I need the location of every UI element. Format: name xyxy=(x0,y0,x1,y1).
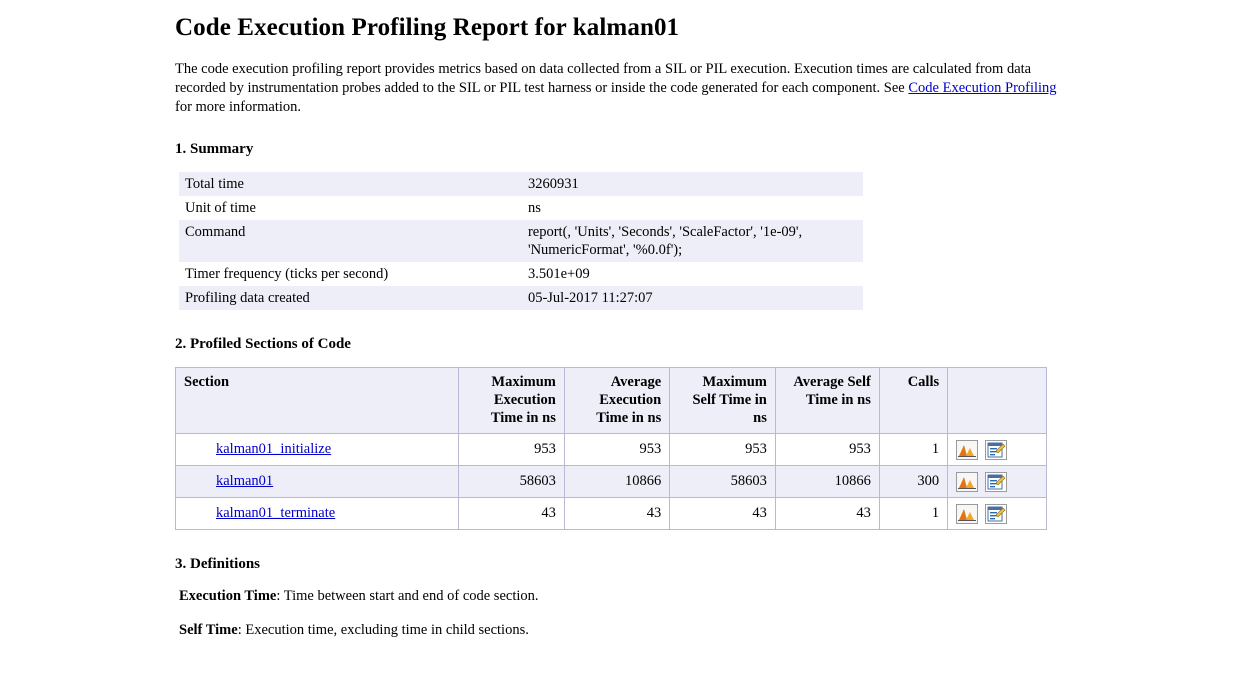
cell-calls: 1 xyxy=(879,434,947,466)
column-header-maximum-self-time: Maximum Self Time in ns xyxy=(670,368,776,434)
cell-average-execution-time: 10866 xyxy=(564,466,669,498)
cell-average-self-time: 43 xyxy=(775,498,879,530)
code-execution-profiling-link[interactable]: Code Execution Profiling xyxy=(908,80,1057,96)
summary-value: ns xyxy=(522,196,863,220)
definition-item xyxy=(179,587,1236,605)
column-header-average-execution-time: Average Execution Time in ns xyxy=(564,368,669,434)
cell-maximum-self-time: 953 xyxy=(670,434,776,466)
open-in-editor-icon[interactable] xyxy=(985,440,1007,460)
cell-calls: 300 xyxy=(879,466,947,498)
definitions-list xyxy=(175,587,1236,639)
cell-average-self-time: 10866 xyxy=(775,466,879,498)
summary-label: Unit of time xyxy=(179,196,522,220)
column-header-calls: Calls xyxy=(879,368,947,434)
summary-value: 05-Jul-2017 11:27:07 xyxy=(522,286,863,310)
profiled-sections-heading: 2. Profiled Sections of Code xyxy=(175,336,351,352)
summary-label: Profiling data created xyxy=(179,286,522,310)
column-header-max-execution-time: Maximum Execution Time in ns xyxy=(459,368,565,434)
cell-actions xyxy=(948,498,1047,530)
section-link-kalman01-terminate[interactable]: kalman01_terminate xyxy=(216,505,336,521)
cell-maximum-self-time: 58603 xyxy=(670,466,776,498)
table-row xyxy=(176,434,1047,466)
table-row xyxy=(179,286,863,310)
open-in-editor-icon[interactable] xyxy=(985,504,1007,524)
open-in-editor-icon[interactable] xyxy=(985,472,1007,492)
column-header-actions xyxy=(948,368,1047,434)
section-link-kalman01-initialize[interactable]: kalman01_initialize xyxy=(216,441,332,457)
section-name-cell xyxy=(176,466,459,498)
summary-label: Total time xyxy=(179,172,522,196)
intro-text-before: The code execution profiling report provides metrics based on data collected from a SIL or PIL execution. Execution times are calculated from data recorded by instrumentation probes added to the SIL or PIL test harness or inside the code generated for each component. See xyxy=(175,61,1032,96)
page-title: Code Execution Profiling Report for kalman01 xyxy=(175,14,680,41)
section-name-cell xyxy=(176,434,459,466)
plot-time-series-icon[interactable] xyxy=(956,440,978,460)
table-row xyxy=(176,498,1047,530)
plot-time-series-icon[interactable] xyxy=(956,472,978,492)
table-row xyxy=(179,172,863,196)
table-header-row xyxy=(176,368,1047,434)
cell-max-execution-time: 953 xyxy=(459,434,565,466)
table-row xyxy=(176,466,1047,498)
cell-max-execution-time: 43 xyxy=(459,498,565,530)
summary-table xyxy=(179,172,863,310)
cell-actions xyxy=(948,466,1047,498)
definition-item xyxy=(179,621,1236,639)
definition-text: : Execution time, excluding time in child sections. xyxy=(237,622,529,638)
table-row xyxy=(179,262,863,286)
sections-table-wrap xyxy=(175,367,1236,530)
cell-average-self-time: 953 xyxy=(775,434,879,466)
definition-term: Self Time xyxy=(179,622,238,638)
cell-max-execution-time: 58603 xyxy=(459,466,565,498)
summary-label: Timer frequency (ticks per second) xyxy=(179,262,522,286)
column-header-average-self-time: Average Self Time in ns xyxy=(775,368,879,434)
cell-calls: 1 xyxy=(879,498,947,530)
definition-term: Execution Time xyxy=(179,588,277,604)
section-name-cell xyxy=(176,498,459,530)
cell-average-execution-time: 43 xyxy=(564,498,669,530)
plot-time-series-icon[interactable] xyxy=(956,504,978,524)
summary-heading: 1. Summary xyxy=(175,141,254,157)
cell-maximum-self-time: 43 xyxy=(670,498,776,530)
cell-actions xyxy=(948,434,1047,466)
column-header-section: Section xyxy=(176,368,459,434)
definitions-heading: 3. Definitions xyxy=(175,556,261,572)
section-link-kalman01[interactable]: kalman01 xyxy=(216,473,274,489)
summary-table-wrap xyxy=(179,172,1236,310)
definition-text: : Time between start and end of code section. xyxy=(276,588,539,604)
intro-text-after: for more information. xyxy=(175,99,302,115)
table-row xyxy=(179,220,863,262)
cell-average-execution-time: 953 xyxy=(564,434,669,466)
summary-value: 3260931 xyxy=(522,172,863,196)
summary-value: report(, 'Units', 'Seconds', 'ScaleFactor', '1e-09', 'NumericFormat', '%0.0f'); xyxy=(522,220,863,262)
summary-label: Command xyxy=(179,220,522,262)
table-row xyxy=(179,196,863,220)
summary-value: 3.501e+09 xyxy=(522,262,863,286)
intro-paragraph xyxy=(175,60,1065,117)
profiled-sections-table xyxy=(175,367,1047,530)
